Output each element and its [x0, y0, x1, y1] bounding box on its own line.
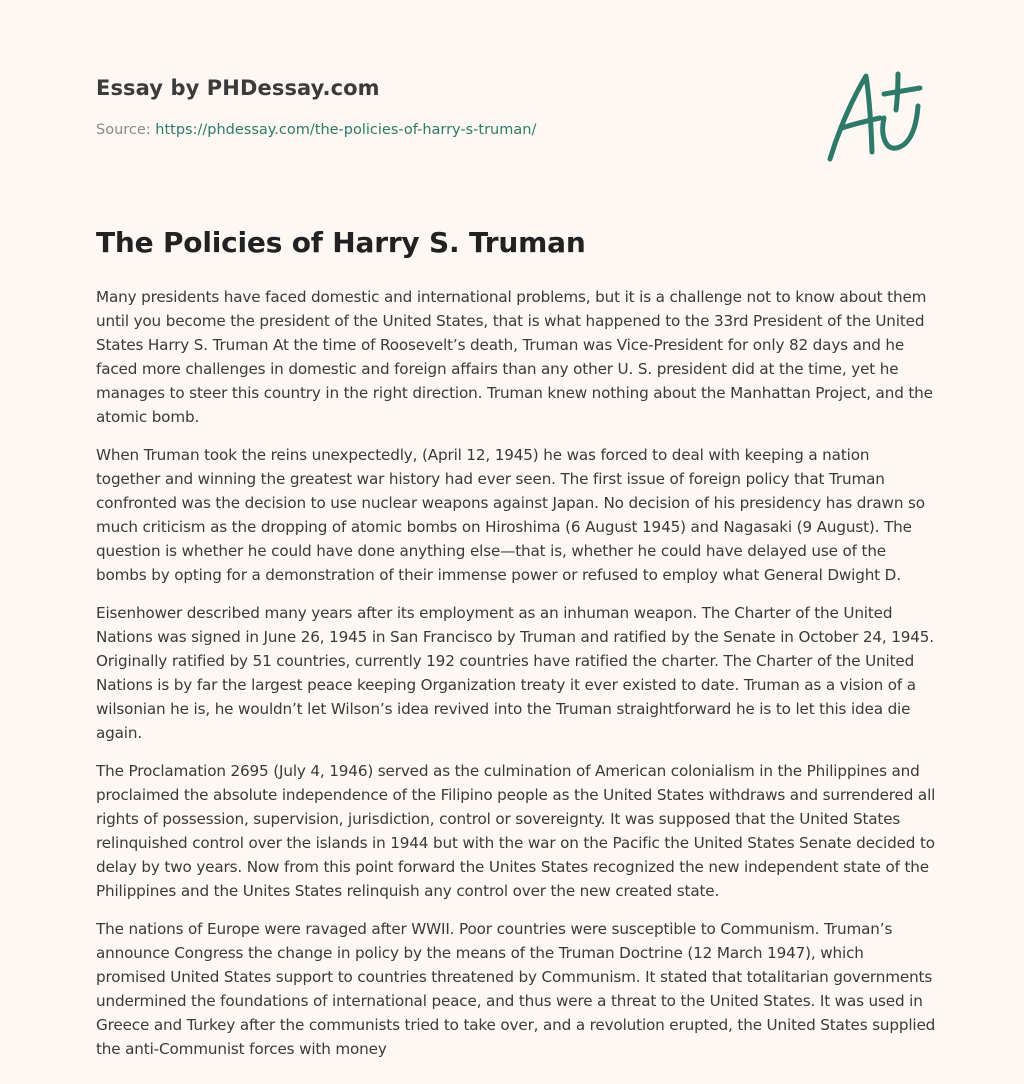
- page-header: [96, 76, 796, 138]
- essay-paragraph: When Truman took the reins unexpectedly, (April 12, 1945) he was forced to deal with keeping a nation together and winning the greatest war history had ever seen. The first issue of foreign policy that Truman confronted was the decision to use nuclear weapons against Japan. No decision of his presidency has drawn so much criticism as the dropping of atomic bombs on Hiroshima (6 August 1945) and Nagasaki (9 August). The question is whether he could have done anything else—that is, whether he could have delayed use of the bombs by opting for a demonstration of their immense power or refused to employ what General Dwight D.: [96, 446, 925, 584]
- site-title: Essay by PHDessay.com: [96, 76, 380, 100]
- essay-title: The Policies of Harry S. Truman: [96, 226, 586, 259]
- source-line: [96, 122, 796, 138]
- essay-body: [96, 285, 936, 1075]
- a-plus-grade-icon: [822, 66, 926, 164]
- essay-paragraph: The nations of Europe were ravaged after WWII. Poor countries were susceptible to Communism. Truman’s announce Congress the change in policy by the means of the Truman Doctrine (12 March 1947), which promised United States support to countries threatened by Communism. It stated that totalitarian governments undermined the foundations of international peace, and thus were a threat to the United States. It was used in Greece and Turkey after the communists tried to take over, and a revolution erupted, the United States supplied the anti-Communist forces with money: [96, 920, 936, 1058]
- essay-paragraph: Many presidents have faced domestic and international problems, but it is a challenge not to know about them until you become the president of the United States, that is what happened to the 33rd President of the United States Harry S. Truman At the time of Roosevelt’s death, Truman was Vice-President for only 82 days and he faced more challenges in domestic and foreign affairs than any other U. S. president did at the time, yet he manages to steer this country in the right direction. Truman knew nothing about the Manhattan Project, and the atomic bomb.: [96, 288, 933, 426]
- essay-paragraph: Eisenhower described many years after its employment as an inhuman weapon. The Charter of the United Nations was signed in June 26, 1945 in San Francisco by Truman and ratified by the Senate in October 24, 1945. Originally ratified by 51 countries, currently 192 countries have ratified the charter. The Charter of the United Nations is by far the largest peace keeping Organization treaty it ever existed to date. Truman as a vision of a wilsonian he is, he wouldn’t let Wilson’s idea revived into the Truman straightforward he is to let this idea die again.: [96, 604, 934, 742]
- essay-paragraph: The Proclamation 2695 (July 4, 1946) served as the culmination of American colonialism in the Philippines and proclaimed the absolute independence of the Filipino people as the United States withdraws and surrendered all rights of possession, supervision, jurisdiction, control or sovereignty. It was supposed that the United States relinquished control over the islands in 1944 but with the war on the Pacific the United States Senate decided to delay by two years. Now from this point forward the Unites States recognized the new independent state of the Philippines and the Unites States relinquish any control over the new created state.: [96, 762, 936, 900]
- source-link[interactable]: https://phdessay.com/the-policies-of-harry-s-truman/: [155, 122, 537, 138]
- source-label: Source:: [96, 122, 151, 138]
